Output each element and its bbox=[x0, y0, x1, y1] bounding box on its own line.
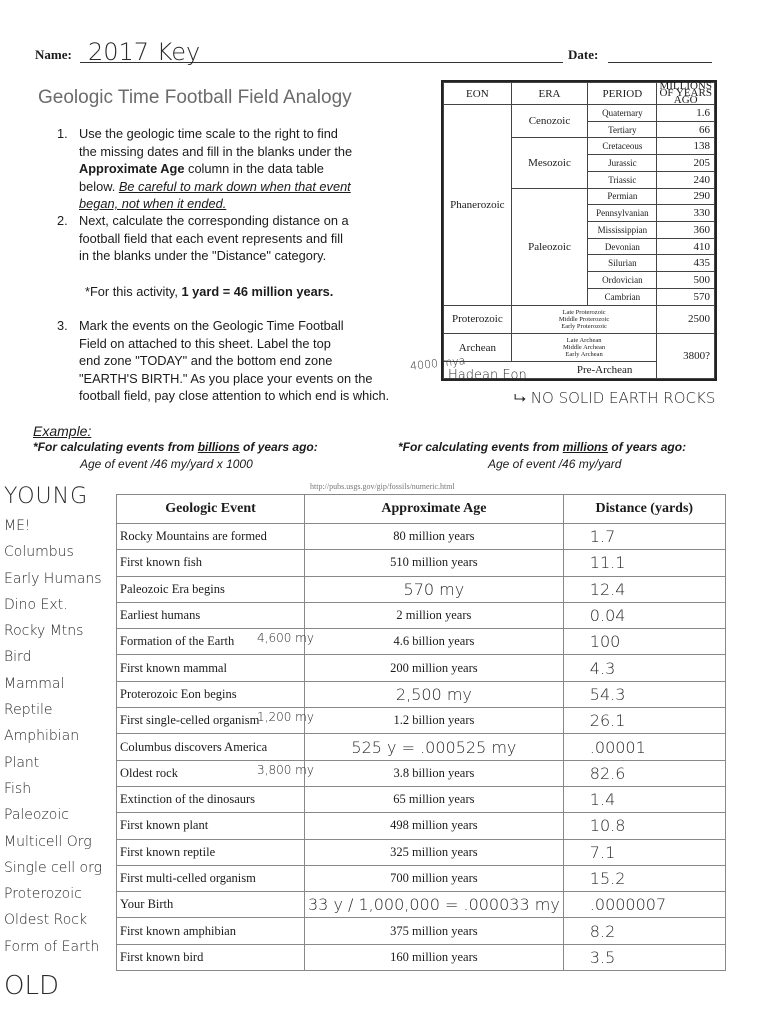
table-row bbox=[117, 892, 726, 918]
step-line: football field, pay close attention to which end is which. bbox=[79, 388, 390, 403]
name-label: Name: bbox=[35, 47, 72, 62]
event-cell: First known mammal bbox=[117, 655, 305, 681]
period-cell: Devonian bbox=[588, 238, 657, 255]
name-handwritten: 2017 Key bbox=[88, 38, 201, 66]
distance-cell[interactable]: 10.8 bbox=[563, 813, 725, 839]
step-line: "EARTH'S BIRTH." As you place your events on the bbox=[79, 370, 373, 386]
sub-era: Late Archean bbox=[566, 337, 602, 345]
order-item-label: Reptile bbox=[4, 702, 53, 719]
table-row bbox=[117, 734, 726, 760]
eon-cell: Proterozoic bbox=[444, 305, 512, 333]
proterozoic-subdivisions bbox=[511, 305, 657, 333]
age-printed: 65 million years bbox=[393, 792, 475, 807]
order-item-label: Mammal bbox=[4, 675, 65, 692]
myr-cell: 410 bbox=[657, 238, 715, 255]
age-handwritten: 525 y = .000525 my bbox=[351, 737, 517, 757]
handwritten-order-list bbox=[4, 484, 116, 1001]
distance-cell[interactable]: 4.3 bbox=[563, 655, 725, 681]
myr-cell: 138 bbox=[657, 138, 715, 155]
order-item bbox=[4, 597, 116, 623]
age-cell[interactable] bbox=[305, 865, 564, 891]
distance-cell[interactable]: 26.1 bbox=[563, 708, 725, 734]
table-row bbox=[117, 760, 726, 786]
distance-cell[interactable]: 3.5 bbox=[563, 944, 725, 970]
distance-cell[interactable]: 54.3 bbox=[563, 681, 725, 707]
eon-cell: Phanerozoic bbox=[444, 105, 512, 306]
age-printed: 160 million years bbox=[390, 949, 478, 964]
order-item bbox=[4, 886, 116, 912]
step-line: football field that each event represents and fill bbox=[79, 230, 343, 246]
period-cell: Jurassic bbox=[588, 155, 657, 172]
period-cell: Tertiary bbox=[588, 121, 657, 138]
order-item-label: Multicell Org bbox=[4, 833, 92, 850]
event-cell: Paleozoic Era begins bbox=[117, 576, 305, 602]
myr-cell: 290 bbox=[657, 188, 715, 205]
age-handwritten: 3,800 my bbox=[257, 762, 314, 777]
table-row bbox=[117, 576, 726, 602]
distance-cell[interactable]: 15.2 bbox=[563, 865, 725, 891]
distance-cell[interactable]: 0.04 bbox=[563, 602, 725, 628]
step-line: in the blanks under the "Distance" category. bbox=[79, 248, 327, 263]
distance-cell[interactable]: .0000007 bbox=[563, 892, 725, 918]
note-text: *For this activity, bbox=[85, 284, 182, 299]
era-cell: Mesozoic bbox=[511, 138, 588, 188]
distance-cell[interactable]: 7.1 bbox=[563, 839, 725, 865]
age-printed: 325 million years bbox=[390, 844, 478, 859]
order-item-label: Columbus bbox=[4, 544, 74, 561]
distance-cell[interactable]: .00001 bbox=[563, 734, 725, 760]
table-header-row bbox=[117, 495, 726, 524]
table-row bbox=[117, 839, 726, 865]
event-cell: First known bird bbox=[117, 944, 305, 970]
date-label: Date: bbox=[568, 47, 599, 62]
era-cell: Paleozoic bbox=[511, 188, 588, 305]
age-cell[interactable] bbox=[257, 708, 564, 734]
date-underline[interactable] bbox=[608, 62, 712, 63]
age-handwritten: 33 y / 1,000,000 = .000033 my bbox=[308, 895, 560, 915]
age-printed: 2 million years bbox=[396, 608, 472, 623]
billions-formula: Age of event /46 my/yard x 1000 bbox=[80, 457, 253, 471]
order-item bbox=[4, 807, 116, 833]
table-row bbox=[117, 918, 726, 944]
table-row bbox=[117, 602, 726, 628]
period-cell: Ordovician bbox=[588, 272, 657, 289]
step-number: 2. bbox=[57, 213, 68, 228]
sub-era: Early Proterozoic bbox=[561, 322, 607, 330]
millions-formula: Age of event /46 my/yard bbox=[488, 457, 622, 471]
sub-era: Middle Proterozoic bbox=[558, 315, 610, 323]
event-cell: Earliest humans bbox=[117, 602, 305, 628]
step-line: Mark the events on the Geologic Time Football bbox=[79, 318, 344, 333]
age-printed: 700 million years bbox=[390, 871, 478, 885]
arrow-icon: ⮡ bbox=[514, 389, 527, 407]
step-line: end zone "TODAY" and the bottom end zone bbox=[79, 353, 333, 368]
annotation-4000-mya: 4000 mya bbox=[409, 354, 466, 373]
annotation-hadean: Hadean Eon bbox=[448, 368, 527, 383]
table-row bbox=[117, 655, 726, 681]
source-url[interactable]: http://pubs.usgs.gov/gip/fossils/numeric.html bbox=[310, 482, 455, 491]
order-item-label: Oldest Rock bbox=[4, 912, 88, 929]
period-cell: Pennsylvanian bbox=[588, 205, 657, 222]
period-cell: Permian bbox=[588, 188, 657, 205]
table-row bbox=[117, 865, 726, 891]
order-item bbox=[4, 755, 116, 781]
age-printed: 80 million years bbox=[393, 529, 475, 544]
step-number: 3. bbox=[57, 318, 68, 333]
distance-cell[interactable]: 1.7 bbox=[563, 524, 725, 550]
page-title: Geologic Time Football Field Analogy bbox=[38, 87, 352, 108]
order-item-label: Fish bbox=[4, 780, 32, 797]
age-printed: 1.2 billion years bbox=[393, 713, 475, 728]
age-cell[interactable] bbox=[305, 944, 564, 970]
order-item-label: Rocky Mtns bbox=[4, 623, 84, 640]
example-label: Example: bbox=[33, 423, 92, 439]
ex-underlined: millions bbox=[562, 440, 609, 454]
young-label: YOUNG bbox=[4, 484, 89, 509]
event-cell: Your Birth bbox=[117, 892, 305, 918]
ex-text: of years ago: bbox=[239, 440, 318, 454]
ex-text: *For calculating events from bbox=[398, 440, 563, 454]
header-distance: Distance (yards) bbox=[563, 495, 725, 524]
instruction-step-1 bbox=[57, 125, 434, 213]
annotation-no-rocks-text: NO SOLID EARTH ROCKS bbox=[530, 389, 716, 407]
myr-cell: 1.6 bbox=[657, 105, 715, 122]
myr-cell: 2500 bbox=[657, 305, 715, 333]
age-cell[interactable] bbox=[305, 550, 564, 576]
order-item-label: Bird bbox=[4, 649, 32, 666]
step-line: below. bbox=[79, 178, 119, 194]
eon-cell: Archean bbox=[444, 333, 512, 361]
order-item-label: Dino Ext. bbox=[4, 596, 68, 613]
age-cell[interactable] bbox=[305, 681, 564, 707]
order-item-label: Paleozoic bbox=[4, 807, 69, 824]
order-item bbox=[4, 939, 116, 965]
myr-cell: 330 bbox=[657, 205, 715, 222]
geologic-time-scale bbox=[441, 80, 717, 381]
order-item bbox=[4, 649, 116, 675]
distance-cell[interactable]: 11.1 bbox=[563, 550, 725, 576]
age-cell[interactable] bbox=[305, 813, 564, 839]
myr-cell: 500 bbox=[657, 272, 715, 289]
age-handwritten: 1,200 my bbox=[257, 710, 314, 725]
event-cell: First known fish bbox=[117, 550, 305, 576]
order-item bbox=[4, 781, 116, 807]
ex-underlined: billions bbox=[197, 440, 240, 454]
table-row bbox=[117, 944, 726, 970]
period-cell: Silurian bbox=[588, 255, 657, 272]
step-bold: Approximate Age bbox=[79, 161, 185, 176]
event-cell: First known plant bbox=[117, 813, 305, 839]
yard-note bbox=[85, 283, 333, 301]
age-handwritten: 570 my bbox=[403, 579, 465, 599]
event-cell: First known amphibian bbox=[117, 918, 305, 944]
age-cell[interactable] bbox=[305, 839, 564, 865]
event-cell: Rocky Mountains are formed bbox=[117, 524, 305, 550]
myr-cell: 3800? bbox=[657, 333, 715, 378]
eon-cell: Pre-Archean bbox=[444, 362, 657, 379]
step-underlined: began, not when it ended. bbox=[79, 196, 227, 211]
period-cell: Triassic bbox=[588, 171, 657, 188]
order-item bbox=[4, 860, 116, 886]
distance-cell[interactable]: 82.6 bbox=[563, 760, 725, 786]
order-item bbox=[4, 676, 116, 702]
scale-header-eon: EON bbox=[444, 83, 512, 105]
event-cell: Proterozoic Eon begins bbox=[117, 681, 305, 707]
period-cell: Quaternary bbox=[588, 105, 657, 122]
age-handwritten: 2,500 my bbox=[395, 684, 472, 704]
header-event: Geologic Event bbox=[117, 495, 305, 524]
event-cell: Extinction of the dinosaurs bbox=[117, 786, 305, 812]
millions-heading bbox=[398, 440, 686, 454]
order-item bbox=[4, 518, 116, 544]
step-line: column in the data table bbox=[184, 161, 324, 176]
era-cell: Cenozoic bbox=[511, 105, 588, 138]
scale-header-period: PERIOD bbox=[588, 83, 657, 105]
table-row bbox=[117, 629, 726, 655]
age-printed: 375 million years bbox=[390, 923, 478, 938]
age-printed: 200 million years bbox=[390, 660, 478, 675]
age-cell[interactable] bbox=[305, 892, 564, 918]
scale-header-myr: MILLIONS OF YEARS AGO bbox=[657, 83, 715, 105]
sub-era: Early Archean bbox=[565, 351, 603, 359]
period-cell: Mississippian bbox=[588, 222, 657, 239]
distance-cell[interactable]: 12.4 bbox=[563, 576, 725, 602]
order-item-label: Form of Earth bbox=[4, 938, 100, 955]
order-item bbox=[4, 571, 116, 597]
age-cell[interactable] bbox=[305, 602, 564, 628]
event-cell: Columbus discovers America bbox=[117, 734, 305, 760]
sub-era: Late Proterozoic bbox=[562, 308, 606, 316]
age-printed: 4.6 billion years bbox=[393, 634, 475, 649]
age-cell[interactable] bbox=[305, 655, 564, 681]
order-item-label: Plant bbox=[4, 754, 40, 771]
event-cell: First single-celled organism bbox=[117, 708, 305, 734]
age-cell[interactable] bbox=[305, 524, 564, 550]
step-line: Use the geologic time scale to the right to find bbox=[79, 126, 338, 141]
table-row bbox=[117, 550, 726, 576]
note-bold: 1 yard = 46 million years. bbox=[181, 284, 334, 299]
billions-heading bbox=[33, 440, 318, 454]
order-item-label: ME! bbox=[4, 518, 31, 534]
order-item bbox=[4, 623, 116, 649]
annotation-no-rocks bbox=[514, 389, 715, 407]
age-handwritten: 4,600 my bbox=[257, 631, 314, 646]
header-age: Approximate Age bbox=[305, 495, 564, 524]
order-item bbox=[4, 702, 116, 728]
event-cell: First known reptile bbox=[117, 839, 305, 865]
order-item-label: Early Humans bbox=[4, 570, 102, 587]
distance-cell[interactable]: 8.2 bbox=[563, 918, 725, 944]
age-printed: 498 million years bbox=[390, 818, 478, 833]
table-row bbox=[117, 524, 726, 550]
table-row bbox=[117, 813, 726, 839]
order-item bbox=[4, 728, 116, 754]
table-row bbox=[117, 786, 726, 812]
order-item-label: Proterozoic bbox=[4, 886, 82, 903]
age-cell[interactable] bbox=[305, 918, 564, 944]
myr-cell: 205 bbox=[657, 155, 715, 172]
age-cell[interactable] bbox=[305, 734, 564, 760]
myr-cell: 435 bbox=[657, 255, 715, 272]
period-cell: Cretaceous bbox=[588, 138, 657, 155]
geologic-events-table bbox=[116, 494, 726, 971]
event-cell: First multi-celled organism bbox=[117, 865, 305, 891]
event-cell: Oldest rock bbox=[117, 760, 305, 786]
age-printed: 3.8 billion years bbox=[393, 765, 475, 780]
age-cell[interactable] bbox=[257, 760, 564, 786]
step-number: 1. bbox=[57, 126, 68, 141]
distance-cell[interactable]: 100 bbox=[563, 629, 725, 655]
order-item-label: Single cell org bbox=[4, 859, 103, 876]
myr-cell: 360 bbox=[657, 222, 715, 239]
age-cell[interactable] bbox=[305, 576, 564, 602]
order-item-label: Amphibian bbox=[4, 728, 80, 745]
order-item bbox=[4, 544, 116, 570]
step-underlined: Be careful to mark down when that event bbox=[118, 178, 351, 194]
order-item bbox=[4, 912, 116, 938]
step-line: the missing dates and fill in the blanks under the bbox=[79, 143, 353, 159]
scale-header-era: ERA bbox=[511, 83, 588, 105]
age-cell[interactable] bbox=[305, 786, 564, 812]
age-printed: 510 million years bbox=[390, 555, 478, 570]
order-item bbox=[4, 834, 116, 860]
instruction-step-2 bbox=[57, 212, 434, 265]
archean-subdivisions bbox=[511, 333, 657, 361]
age-cell[interactable] bbox=[257, 629, 564, 655]
distance-cell[interactable]: 1.4 bbox=[563, 786, 725, 812]
step-line: Field on attached to this sheet. Label the top bbox=[79, 335, 331, 351]
myr-cell: 570 bbox=[657, 288, 715, 305]
period-cell: Cambrian bbox=[588, 288, 657, 305]
table-row bbox=[117, 708, 726, 734]
sub-era: Middle Archean bbox=[563, 344, 606, 352]
event-cell: Formation of the Earth bbox=[117, 629, 305, 655]
ex-text: *For calculating events from bbox=[33, 440, 198, 454]
old-label: OLD bbox=[4, 971, 59, 1002]
table-row bbox=[117, 681, 726, 707]
myr-cell: 240 bbox=[657, 171, 715, 188]
ex-text: of years ago: bbox=[608, 440, 687, 454]
myr-cell: 66 bbox=[657, 121, 715, 138]
step-line: Next, calculate the corresponding distance on a bbox=[79, 213, 349, 228]
